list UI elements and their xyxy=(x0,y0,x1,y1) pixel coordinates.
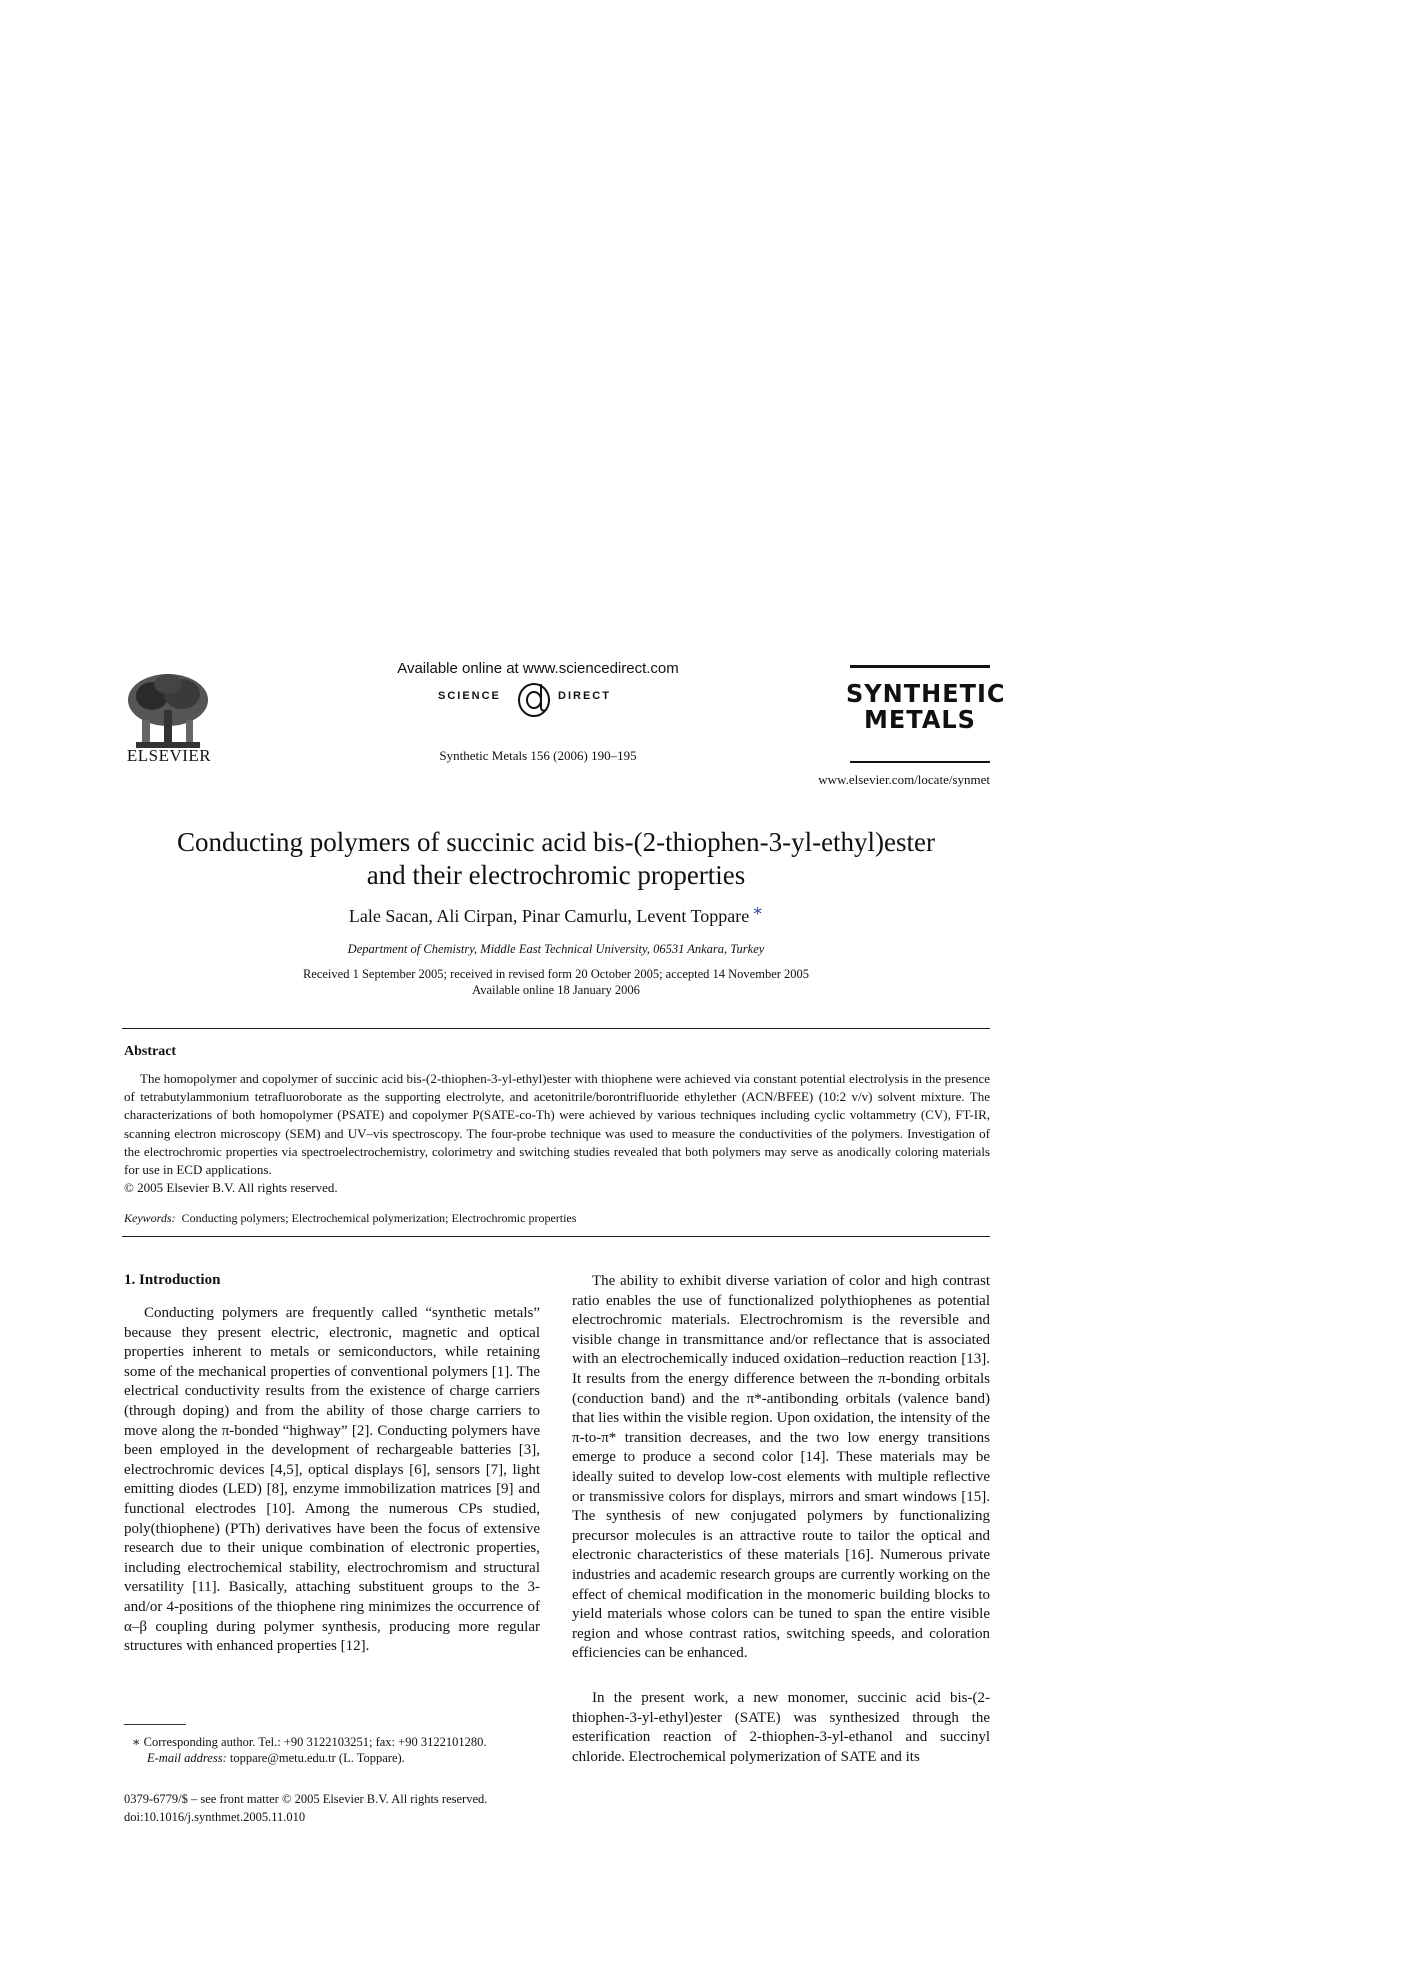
title-line2: and their electrochromic properties xyxy=(366,860,746,890)
article-title xyxy=(122,826,990,892)
intro-paragraph-3: In the present work, a new monomer, succinic acid bis-(2-thiophen-3-yl-ethyl)ester (SATE) was synthesized through the esterification reaction of 2-thiophen-3-yl-ethanol and succinyl chloride. Electrochemical polymerization of SATE and its xyxy=(572,1690,990,1765)
title-line1: Conducting polymers of succinic acid bis-(2-thiophen-3-yl-ethyl)ester xyxy=(176,827,936,857)
sciencedirect-logo xyxy=(438,678,628,718)
affiliation: Department of Chemistry, Middle East Technical University, 06531 Ankara, Turkey xyxy=(347,942,765,956)
available-online-date: Available online 18 January 2006 xyxy=(472,983,640,997)
authors-text: Lale Sacan, Ali Cirpan, Pinar Camurlu, Levent Toppare xyxy=(348,906,750,926)
author-list xyxy=(122,903,990,927)
doi-line[interactable]: doi:10.1016/j.synthmet.2005.11.010 xyxy=(124,1810,306,1824)
journal-url-link[interactable]: www.elsevier.com/locate/synmet xyxy=(818,772,990,787)
issn-line: 0379-6779/$ – see front matter © 2005 Elsevier B.V. All rights reserved. xyxy=(124,1792,488,1806)
sciencedirect-right-word: DIRECT xyxy=(558,690,611,702)
abstract-copyright: © 2005 Elsevier B.V. All rights reserved. xyxy=(124,1180,338,1195)
journal-citation: Synthetic Metals 156 (2006) 190–195 xyxy=(439,748,637,763)
corresponding-author-footnote: ∗ Corresponding author. Tel.: +90 3122103251; fax: +90 3122101280. xyxy=(132,1735,487,1749)
history-dates xyxy=(122,966,990,998)
email-label: E-mail address: xyxy=(147,1751,227,1765)
abstract-rule-bottom xyxy=(122,1236,990,1237)
received-dates: Received 1 September 2005; received in revised form 20 October 2005; accepted 14 November 2005 xyxy=(302,967,810,981)
email-address-link[interactable]: toppare@metu.edu.tr (L. Toppare). xyxy=(229,1751,405,1765)
intro-paragraph-2: The ability to exhibit diverse variation of color and high contrast ratio enables the use of functionalized polythiophenes as potential electrochromic materials. Electrochromism is the reversible and visible change in transmittance and/or reflectance that is associated with an electrochemically induced oxidation–reduction reaction [13]. It results from the energy difference between the π-bonding orbitals (conduction band) and the π*-antibonding orbitals (valence band) that lies within the visible region. Upon oxidation, the intensity of the π-to-π* transition decreases, and the two low energy transitions emerge to produce a second color [14]. These materials may be ideally suited to develop low-cost elements with multiple reflective or transmissive colors for displays, mirrors and smart windows [15]. The synthesis of new conjugated polymers by functionalizing precursor molecules is an attractive route to tailor the optical and electronic characteristics of these materials [16]. Numerous private industries and academic research groups are currently working on the effect of chemical modification in the monomeric building blocks to yield materials whose colors can be tuned to span the entire visible region and whose contrast ratios, switching speeds, and coloration efficiencies can be enhanced. xyxy=(572,1273,990,1662)
keywords-list: Conducting polymers; Electrochemical polymerization; Electrochromic properties xyxy=(181,1211,577,1225)
journal-logo-rule-bottom xyxy=(850,761,990,763)
abstract-rule-top xyxy=(122,1028,990,1029)
intro-paragraph-1: Conducting polymers are frequently called “synthetic metals” because they present electric, electronic, magnetic and optical properties inherent to metals or semiconductors, while retaining some of the mechanical properties of conventional polymers [1]. The electrical conductivity results from the existence of charge carriers (through doping) and from the ability of those charge carriers to move along the π-bonded “highway” [2]. Conducting polymers have been employed in the development of rechargeable batteries [3], electrochromic devices [4,5], optical displays [6], sensors [7], light emitting diodes (LED) [8], enzyme immobilization matrices [9] and functional electrodes [10]. Among the numerous CPs studied, poly(thiophene) (PTh) derivatives have been the focus of extensive research due to their unique combination of electronic properties, including electrochemical stability, electrochromism and structural versatility [11]. Basically, attaching substituent groups to the 3- and/or 4-positions of the thiophene ring minimizes the occurrence of α–β coupling during polymer synthesis, producing more regular structures with enhanced properties [12]. xyxy=(124,1305,540,1655)
abstract-body: The homopolymer and copolymer of succinic acid bis-(2-thiophen-3-yl-ethyl)ester with thiophene were achieved via constant potential electrolysis in the presence of tetrabutylammonium tetrafluoroborate as the supporting electrolyte, and acetonitrile/borontrifluoride ethylether (ACN/BFEE) (10:2 v/v) solvent mixture. The characterizations of both homopolymer (PSATE) and copolymer P(SATE-co-Th) were achieved by various techniques including cyclic voltammetry (CV), FT-IR, scanning electron microscopy (SEM) and UV–vis spectroscopy. The four-probe technique was used to measure the conductivities of the polymers. Investigation of the electrochromic properties via spectroelectrochemistry, colorimetry and switching studies revealed that both polymers may serve as anodically coloring materials for use in ECD applications. xyxy=(124,1071,990,1178)
sciencedirect-left-word: SCIENCE xyxy=(438,690,501,702)
journal-logo-rule-top xyxy=(850,665,990,668)
keywords-label: Keywords: xyxy=(124,1211,176,1225)
abstract-heading: Abstract xyxy=(124,1044,177,1059)
sciencedirect-at-icon xyxy=(516,678,552,718)
journal-logo-line1: SYNTHETIC xyxy=(846,678,1006,709)
corresponding-author-link[interactable]: ∗ xyxy=(752,903,764,920)
journal-logo-line2: METALS xyxy=(864,704,976,735)
keywords xyxy=(124,1211,576,1226)
email-footnote xyxy=(147,1751,405,1766)
footnote-rule xyxy=(124,1724,186,1725)
available-online-text[interactable]: Available online at www.sciencedirect.com xyxy=(397,660,679,677)
section-heading-introduction: 1. Introduction xyxy=(124,1272,221,1288)
synthetic-metals-logo xyxy=(846,678,1006,735)
elsevier-wordmark: ELSEVIER xyxy=(126,746,212,765)
